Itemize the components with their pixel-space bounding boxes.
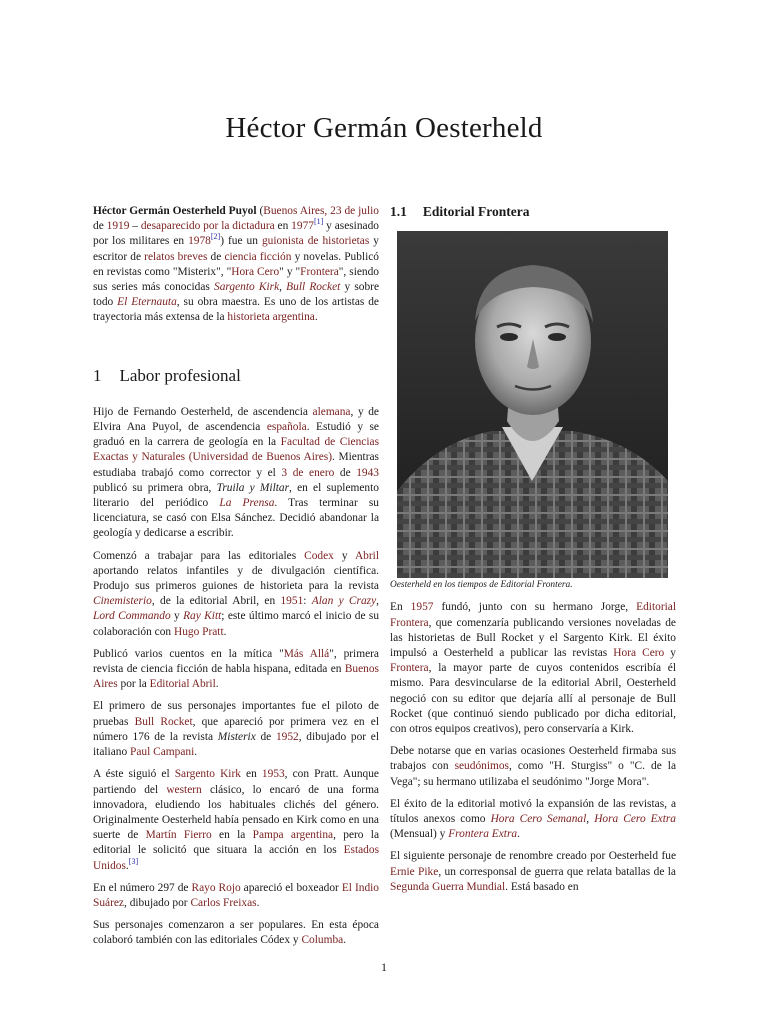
link-ernie-pike[interactable]: Ernie Pike [390, 865, 439, 878]
link-editorial-abril[interactable]: Editorial Abril [149, 678, 216, 691]
link-birth-place[interactable]: Buenos Aires, 23 de julio [263, 205, 379, 217]
link-hora-cero-2[interactable]: Hora Cero [613, 647, 665, 660]
link-relatos[interactable]: relatos breves [144, 250, 208, 263]
link-hora-cero-extra[interactable]: Hora Cero Extra [594, 813, 676, 826]
paragraph: En 1957 fundó, junto con su hermano Jorge, Editorial Frontera, que comenzaría publicando versiones noveladas de las historietas de Bull Rocket y el Sargento Kirk. El éxito impulsó a Oesterheld a publicar las revistas Hora Cero y Frontera, la mayor parte de cuyos contenidos escribía él mismo. Para desvincularse de la editorial Abril, Oesterheld negoció con su editor que dejaría allí al personaje de Bull Rocket (que continuó siendo publicado por dicha editorial, con otros equipos creativos), pero conservaría a Kirk. [390, 601, 676, 736]
page-title: Héctor Germán Oesterheld [225, 112, 543, 144]
paragraph: Publicó varios cuentos en la mítica "Más Allá", primera revista de ciencia ficción de habla hispana, editada en Buenos Aires por la Editorial Abril. [93, 647, 379, 691]
link-carlos-freixas[interactable]: Carlos Freixas [190, 896, 257, 909]
link-guionista[interactable]: guionista de historietas [261, 235, 370, 248]
link-historieta-argentina[interactable]: historieta argentina [227, 311, 315, 324]
link-abril[interactable]: Abril [354, 549, 379, 562]
paragraph: Sus personajes comenzaron a ser populares. En esta época colaboró también con las editoriales Códex y Columba. [93, 919, 379, 947]
link-codex[interactable]: Codex [304, 549, 334, 562]
link-frontera[interactable]: Frontera [300, 265, 339, 278]
subject-name: Héctor Germán Oesterheld Puyol [93, 205, 257, 217]
link-hora-cero[interactable]: Hora Cero [231, 265, 280, 278]
link-alan-y-crazy[interactable]: Alan y Crazy [311, 595, 377, 608]
portrait-photo [397, 231, 668, 578]
paragraph: A éste siguió el Sargento Kirk en 1953, con Pratt. Aunque partiendo del western clásico, lo encaró de una forma innovadora, eludiendo los habituales clichés del género. Originalmente Oesterheld había pensado en Kirk como en una suerte de Martín Fierro en la Pampa argentina, pero la editorial le solicitó que situara la acción en los Estados Unidos.[3] [93, 768, 380, 872]
section-heading [93, 365, 379, 385]
subsection-number: 1.1 [390, 204, 407, 219]
link-desaparecido[interactable]: desaparecido por la dictadura [140, 220, 275, 233]
left-column [93, 204, 379, 956]
link-bull-rocket[interactable]: Bull Rocket [286, 281, 341, 294]
right-column [390, 204, 676, 902]
link-3-de-enero[interactable]: 3 de enero [281, 466, 335, 479]
portrait-illustration [397, 231, 668, 578]
link-frontera-2[interactable]: Frontera [390, 662, 429, 675]
figure-caption: Oesterheld en los tiempos de Editorial Frontera. [390, 580, 573, 591]
link-martin-fierro[interactable]: Martín Fierro [145, 829, 212, 842]
link-1953[interactable]: 1953 [261, 768, 285, 781]
link-hugo-pratt[interactable]: Hugo Pratt [173, 625, 224, 638]
ref-1[interactable]: [1] [313, 217, 324, 227]
link-1919[interactable]: 1919 [106, 220, 130, 233]
link-mas-alla[interactable]: Más Allá [283, 647, 330, 660]
link-la-prensa[interactable]: La Prensa [219, 497, 275, 510]
paragraph: El siguiente personaje de renombre creado por Oesterheld fue Ernie Pike, un corresponsal de guerra que relata batallas de la Segunda Guerra Mundial. Está basado en [390, 850, 676, 893]
link-estados-unidos[interactable]: Estados Unidos [93, 844, 379, 872]
link-segunda-guerra-mundial[interactable]: Segunda Guerra Mundial [390, 880, 506, 893]
link-espanola[interactable]: española [266, 421, 307, 434]
link-hora-cero-semanal[interactable]: Hora Cero Semanal [490, 813, 587, 826]
link-editorial-frontera[interactable]: Editorial Frontera [390, 601, 676, 629]
paragraph: En el número 297 de Rayo Rojo apareció el boxeador El Indio Suárez, dibujado por Carlos Freixas. [93, 881, 380, 909]
link-1957[interactable]: 1957 [410, 601, 434, 614]
link-sargento-kirk[interactable]: Sargento Kirk [214, 281, 280, 294]
link-ciencia-ficcion[interactable]: ciencia ficción [224, 250, 292, 263]
link-columba[interactable]: Columba [301, 934, 344, 947]
ref-2[interactable]: [2] [210, 232, 221, 242]
link-1977[interactable]: 1977 [291, 220, 314, 233]
page-number: 1 [381, 960, 387, 974]
link-alemana[interactable]: alemana [312, 405, 351, 418]
link-pampa-argentina[interactable]: Pampa argentina [252, 829, 334, 842]
link-el-indio-suarez[interactable]: El Indio Suárez [93, 881, 380, 909]
paragraph: El éxito de la editorial motivó la expansión de las revistas, a títulos anexos como Hora Cero Semanal, Hora Cero Extra (Mensual) y Frontera Extra. [390, 797, 676, 841]
link-cinemisterio[interactable]: Cinemisterio [93, 595, 152, 608]
paragraph: El primero de sus personajes importantes fue el piloto de pruebas Bull Rocket, que apareció por primera vez en el número 176 de la revista Misterix de 1952, dibujado por el italiano Paul Campani. [93, 700, 379, 759]
link-western[interactable]: western [166, 783, 202, 796]
link-frontera-extra[interactable]: Frontera Extra [448, 828, 518, 841]
link-seudonimos[interactable]: seudónimos [454, 760, 509, 773]
link-rayo-rojo[interactable]: Rayo Rojo [191, 881, 241, 894]
section-title: Labor profesional [119, 365, 241, 385]
subsection-heading [390, 204, 676, 219]
link-1952[interactable]: 1952 [275, 730, 299, 743]
link-sargento-kirk-2[interactable]: Sargento Kirk [174, 768, 241, 781]
section-number: 1 [93, 365, 102, 385]
intro-paragraph: Héctor Germán Oesterheld Puyol (Buenos Aires, 23 de julio de 1919 – desaparecido por la dictadura en 1977[1] y asesinado por los militares en 1978[2]) fue un guionista de historietas y escritor de relatos breves de ciencia ficción y novelas. Publicó en revistas como "Misterix", "Hora Cero" y "Frontera", siendo sus series más conocidas Sargento Kirk, Bull Rocket y sobre todo El Eternauta, su obra maestra. Es uno de los artistas de trayectoria más extensa de la historieta argentina. [93, 205, 380, 324]
link-facultad[interactable]: Facultad de Ciencias Exactas y Naturales (Universidad de Buenos Aires) [93, 436, 379, 464]
paragraph: Debe notarse que en varias ocasiones Oesterheld firmaba sus trabajos con seudónimos, como "H. Sturgiss" o "C. de la Vega"; su hermano utilizaba el seudónimo "Jorge Mora". [390, 745, 676, 788]
paragraph: Comenzó a trabajar para las editoriales Codex y Abril aportando relatos infantiles y de divulgación científica. Produjo sus primeros guiones de historieta para la revista Cinemisterio, de la editorial Abril, en 1951: Alan y Crazy, Lord Commando y Ray Kitt; este último marcó el inicio de su colaboración con Hugo Pratt. [93, 549, 380, 638]
paragraph: Hijo de Fernando Oesterheld, de ascendencia alemana, y de Elvira Ana Puyol, de ascendencia española. Estudió y se graduó en la carrera de geología en la Facultad de Ciencias Exactas y Naturales (Universidad de Buenos Aires). Mientras estudiaba trabajó como corrector y el 3 de enero de 1943 publicó su primera obra, Truila y Miltar, en el suplemento literario del periódico La Prensa. Tras terminar su licenciatura, se casó con Elsa Sánchez. Decidió abandonar la geología y dedicarse a escribir. [93, 405, 379, 540]
ref-3[interactable]: [3] [128, 856, 139, 866]
link-bull-rocket-2[interactable]: Bull Rocket [134, 715, 193, 728]
link-buenos-aires[interactable]: Buenos Aires [93, 663, 379, 691]
link-paul-campani[interactable]: Paul Campani [130, 746, 195, 759]
link-ray-kitt[interactable]: Ray Kitt [183, 610, 222, 623]
link-1951[interactable]: 1951 [280, 595, 304, 608]
link-1978[interactable]: 1978 [188, 235, 211, 248]
link-el-eternauta[interactable]: El Eternauta [117, 296, 177, 309]
link-lord-commando[interactable]: Lord Commando [93, 610, 171, 623]
link-1943[interactable]: 1943 [356, 466, 379, 479]
subsection-title: Editorial Frontera [422, 204, 530, 219]
